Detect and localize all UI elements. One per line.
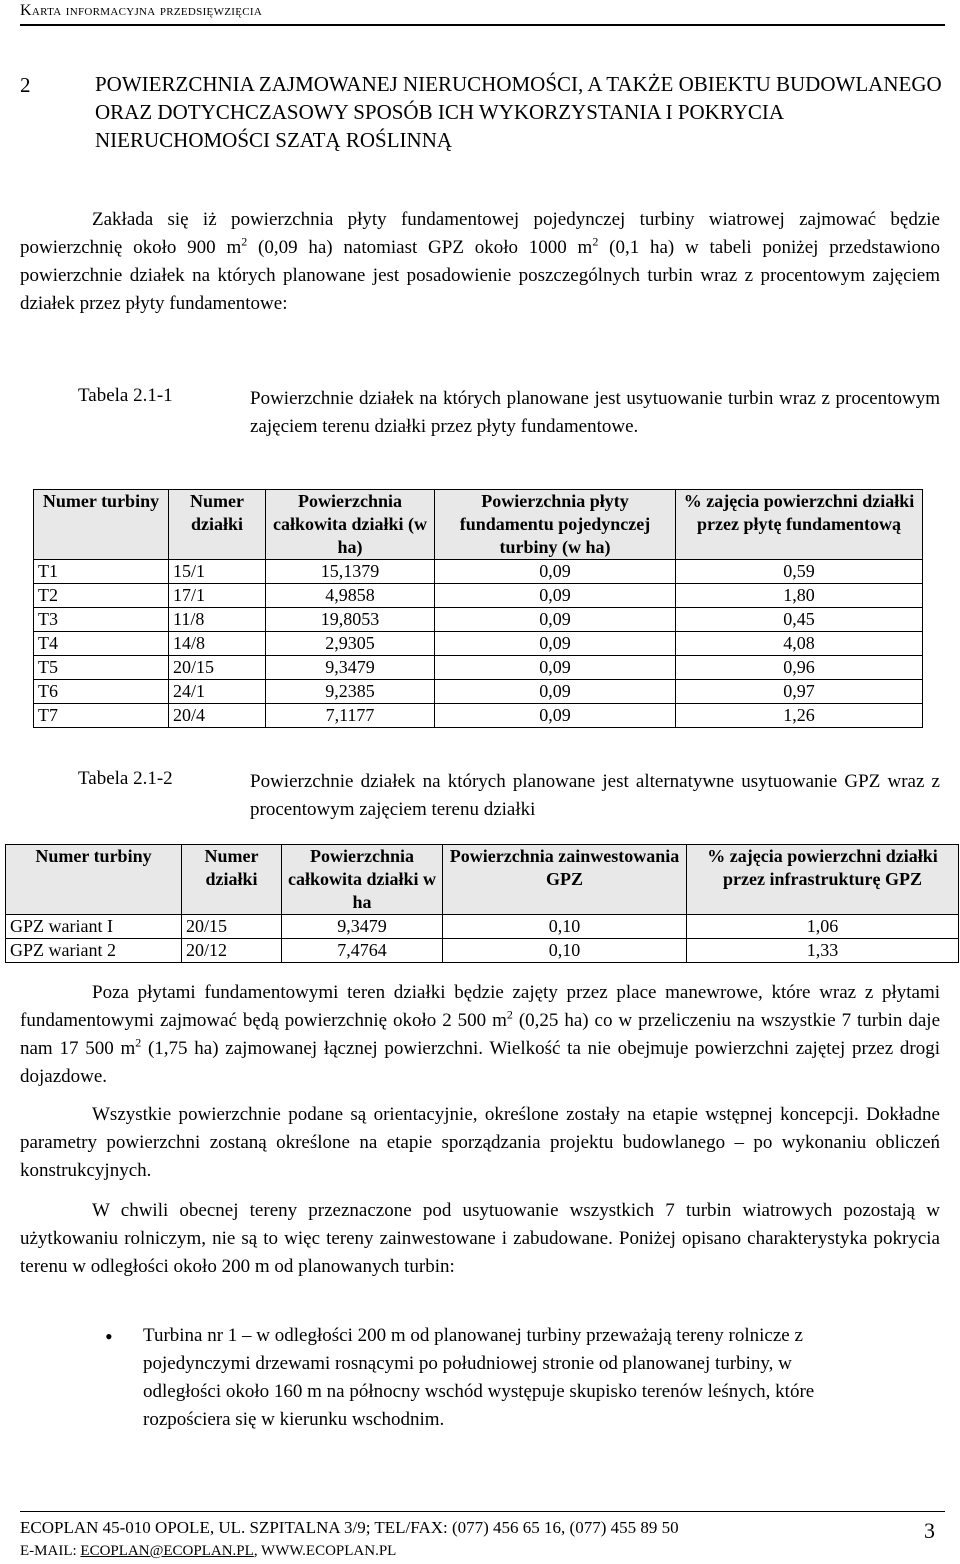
cell-plot-number: 20/15 — [182, 915, 282, 939]
cell-secondary-area: 0,09 — [435, 584, 676, 608]
cell-total-area: 9,3479 — [282, 915, 443, 939]
cell-occupancy-percent: 1,26 — [676, 704, 923, 728]
col-header-total-area: Powierzchnia całkowita działki (w ha) — [266, 490, 435, 560]
cell-secondary-area: 0,09 — [435, 656, 676, 680]
col-header-turbine-number: Numer turbiny — [34, 490, 169, 560]
cell-turbine-number: T6 — [34, 680, 169, 704]
cell-secondary-area: 0,10 — [443, 915, 687, 939]
cell-total-area: 4,9858 — [266, 584, 435, 608]
cell-turbine-number: GPZ wariant I — [6, 915, 182, 939]
cell-secondary-area: 0,09 — [435, 704, 676, 728]
table-row — [6, 915, 959, 939]
table-row — [34, 632, 923, 656]
section-number: 2 — [20, 73, 31, 97]
gpz-plots-table — [5, 844, 959, 963]
cell-turbine-number: T5 — [34, 656, 169, 680]
table-row — [34, 608, 923, 632]
cell-occupancy-percent: 0,97 — [676, 680, 923, 704]
col-header-occupancy-percent: % zajęcia powierzchni działki przez płytę fundamentową — [676, 490, 923, 560]
document-header-title: Karta informacyjna przedsięwzięcia — [20, 2, 263, 19]
cell-turbine-number: T7 — [34, 704, 169, 728]
intro-paragraph: Zakłada się iż powierzchnia płyty fundamentowej pojedynczej turbiny wiatrowej zajmować będzie powierzchnię około 900 $m^2$ (0,09 ha) natomiast GPZ około 1000 $m^2$ (0,1 ha) w tabeli poniżej przedstawiono powierzchnie działek na których planowane jest posadowienie poszczególnych turbin wraz z procentowym zajęciem działek przez płyty fundamentowe: — [20, 209, 940, 314]
maneuver-area-paragraph: Poza płytami fundamentowymi teren działki będzie zajęty przez place manewrowe, które wraz z płytami fundamentowymi zajmować będą powierzchnię około 2 500 $m^2$ (0,25 ha) co w przeliczeniu na wszystkie 7 turbin daje nam 17 500 $m^2$ (1,75 ha) zajmowanej łącznej powierzchni. Wielkość ta nie obejmuje powierzchni zajętej przez drogi dojazdowe. — [20, 982, 941, 1087]
cell-occupancy-percent: 0,96 — [676, 656, 923, 680]
cell-total-area: 2,9305 — [266, 632, 435, 656]
cell-turbine-number: T4 — [34, 632, 169, 656]
cell-turbine-number: T1 — [34, 560, 169, 584]
table1-label: Tabela 2.1-1 — [78, 385, 173, 406]
bullet-marker: • — [105, 1324, 113, 1349]
turbine-plots-table — [33, 489, 923, 728]
cell-occupancy-percent: 4,08 — [676, 632, 923, 656]
cell-secondary-area: 0,09 — [435, 608, 676, 632]
page-number: 3 — [924, 1518, 935, 1543]
cell-total-area: 9,2385 — [266, 680, 435, 704]
cell-plot-number: 20/12 — [182, 939, 282, 963]
table-header-row — [6, 845, 959, 915]
table1-caption: Powierzchnie działek na których planowane jest usytuowanie turbin wraz z procentowym zajęciem terenu działki przez płyty fundamentowe. — [250, 388, 940, 437]
cell-plot-number: 15/1 — [169, 560, 266, 584]
footer-divider — [20, 1511, 945, 1512]
table-header-row — [34, 490, 923, 560]
cell-turbine-number: T2 — [34, 584, 169, 608]
col-header-foundation-area: Powierzchnia płyty fundamentu pojedynczej turbiny (w ha) — [435, 490, 676, 560]
col-header-occupancy-percent: % zajęcia powierzchni działki przez infrastrukturę GPZ — [687, 845, 959, 915]
table2-caption: Powierzchnie działek na których planowane jest alternatywne usytuowanie GPZ wraz z procentowym zajęciem terenu działki — [250, 771, 940, 820]
col-header-total-area: Powierzchnia całkowita działki w ha — [282, 845, 443, 915]
cell-occupancy-percent: 1,06 — [687, 915, 959, 939]
header-divider — [20, 24, 945, 26]
cell-turbine-number: GPZ wariant 2 — [6, 939, 182, 963]
cell-plot-number: 24/1 — [169, 680, 266, 704]
table-row — [34, 704, 923, 728]
approximation-paragraph: Wszystkie powierzchnie podane są orientacyjnie, określone zostały na etapie wstępnej koncepcji. Dokładne parametry powierzchni zostaną określone na etapie sporządzania projektu budowlanego – po wykonaniu obliczeń konstrukcyjnych. — [20, 1104, 940, 1181]
table-row — [34, 656, 923, 680]
bullet-turbine-1-description: Turbina nr 1 – w odległości 200 m od planowanej turbiny przeważają tereny rolnicze z pojedynczymi drzewami rosnącymi po południowej stronie od planowanej turbiny, w odległości około 160 m na północny wschód występuje skupisko terenów leśnych, które rozpościera się w kierunku wschodnim. — [143, 1325, 815, 1430]
cell-occupancy-percent: 1,33 — [687, 939, 959, 963]
cell-turbine-number: T3 — [34, 608, 169, 632]
footer-address: ECOPLAN 45-010 OPOLE, UL. SZPITALNA 3/9; TEL/FAX: (077) 456 65 16, (077) 455 89 50 — [20, 1518, 679, 1537]
section-title: POWIERZCHNIA ZAJMOWANEJ NIERUCHOMOŚCI, A TAKŻE OBIEKTU BUDOWLANEGO ORAZ DOTYCHCZASOWY SPOSÓB ICH WYKORZYSTANIA I POKRYCIA NIERUCHOMOŚCI SZATĄ ROŚLINNĄ — [95, 72, 942, 152]
cell-plot-number: 20/4 — [169, 704, 266, 728]
email-link[interactable]: ECOPLAN@ECOPLAN.PL — [80, 1543, 254, 1559]
cell-total-area: 9,3479 — [266, 656, 435, 680]
cell-total-area: 19,8053 — [266, 608, 435, 632]
land-use-paragraph: W chwili obecnej tereny przeznaczone pod usytuowanie wszystkich 7 turbin wiatrowych pozostają w użytkowaniu rolniczym, nie są to więc tereny zainwestowane i zabudowane. Poniżej opisano charakterystyka pokrycia terenu w odległości około 200 m od planowanych turbin: — [20, 1200, 940, 1277]
cell-occupancy-percent: 1,80 — [676, 584, 923, 608]
cell-total-area: 15,1379 — [266, 560, 435, 584]
table-row — [6, 939, 959, 963]
cell-secondary-area: 0,09 — [435, 560, 676, 584]
cell-plot-number: 17/1 — [169, 584, 266, 608]
table2-label: Tabela 2.1-2 — [78, 768, 173, 789]
col-header-turbine-number: Numer turbiny — [6, 845, 182, 915]
footer-contact: E-MAIL: ECOPLAN@ECOPLAN.PL, WWW.ECOPLAN.PL — [20, 1543, 397, 1559]
cell-total-area: 7,4764 — [282, 939, 443, 963]
col-header-gpz-area: Powierzchnia zainwestowania GPZ — [443, 845, 687, 915]
col-header-plot-number: Numer działki — [169, 490, 266, 560]
cell-plot-number: 14/8 — [169, 632, 266, 656]
table-row — [34, 680, 923, 704]
cell-secondary-area: 0,09 — [435, 680, 676, 704]
cell-plot-number: 20/15 — [169, 656, 266, 680]
cell-plot-number: 11/8 — [169, 608, 266, 632]
table-row — [34, 584, 923, 608]
table-row — [34, 560, 923, 584]
cell-occupancy-percent: 0,59 — [676, 560, 923, 584]
cell-secondary-area: 0,10 — [443, 939, 687, 963]
cell-total-area: 7,1177 — [266, 704, 435, 728]
cell-occupancy-percent: 0,45 — [676, 608, 923, 632]
cell-secondary-area: 0,09 — [435, 632, 676, 656]
col-header-plot-number: Numer działki — [182, 845, 282, 915]
